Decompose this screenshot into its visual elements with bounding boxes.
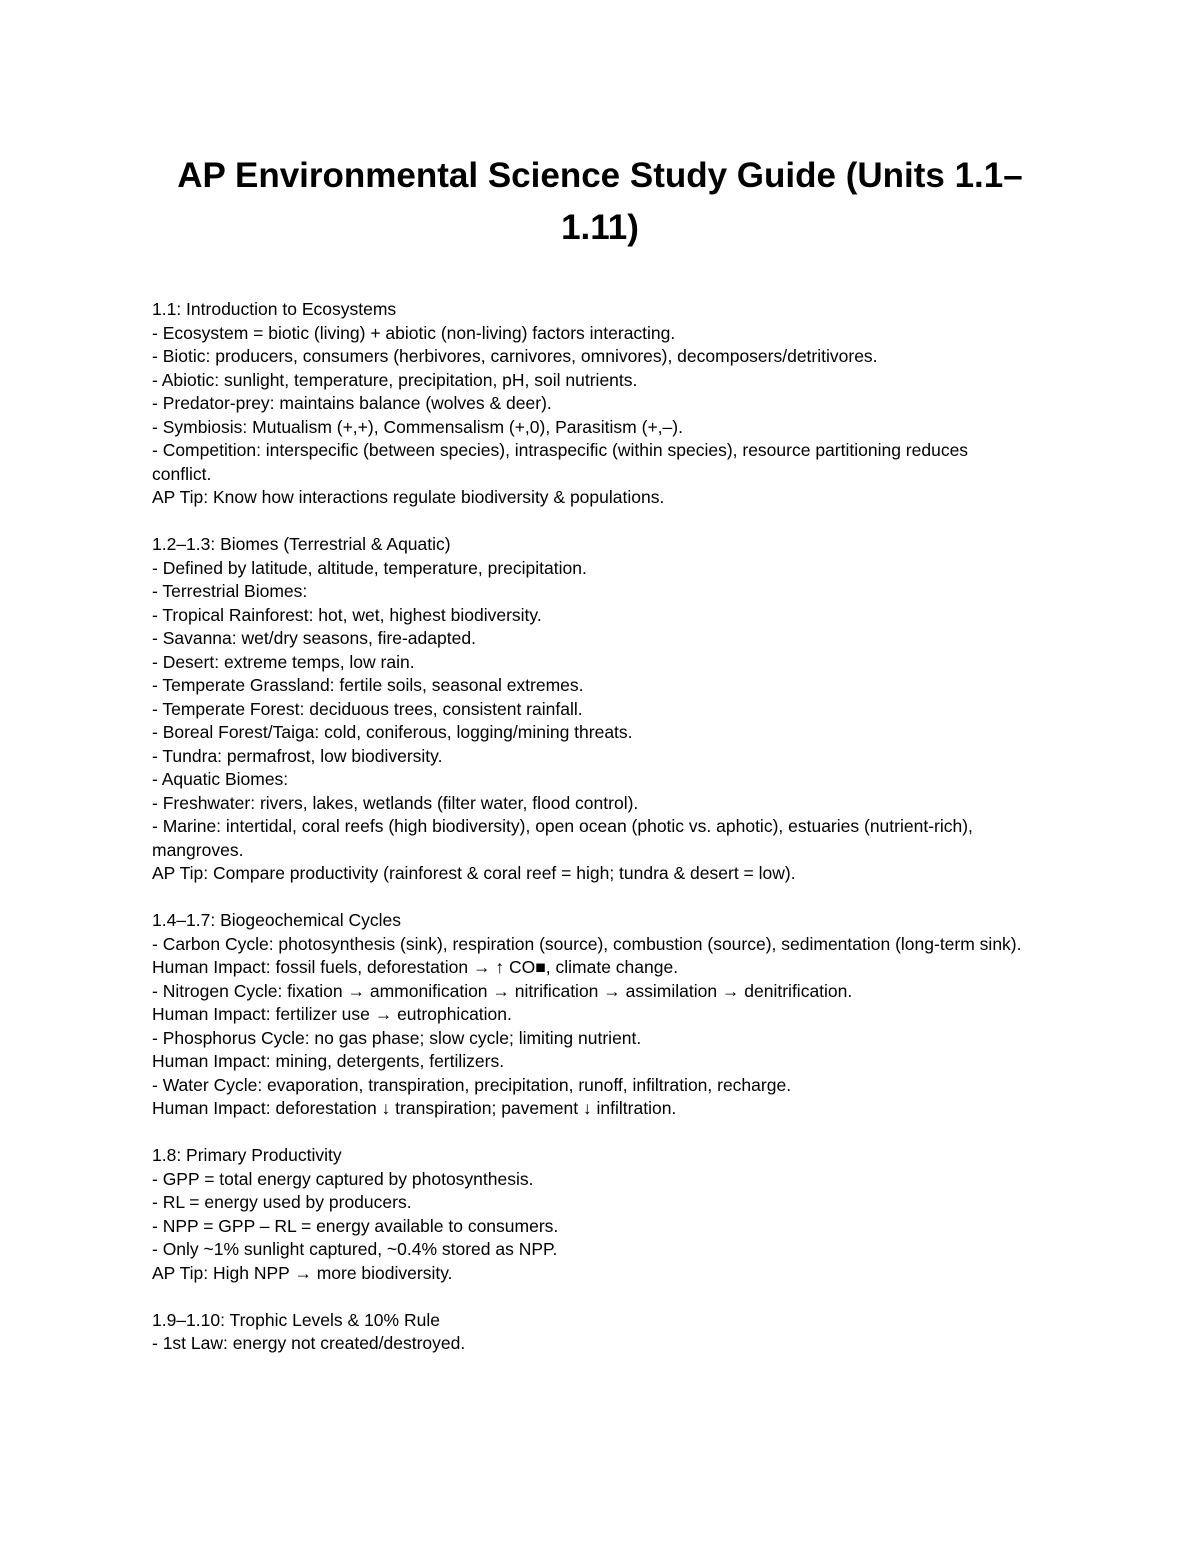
text-line: - Terrestrial Biomes: (152, 581, 308, 601)
ap-tip: AP Tip: Compare productivity (rainforest & coral reef = high; tundra & desert = low). (152, 863, 796, 883)
text-line: - Temperate Forest: deciduous trees, consistent rainfall. (152, 698, 583, 719)
section-heading: 1.4–1.7: Biogeochemical Cycles (152, 910, 402, 930)
text-line: - Aquatic Biomes: (152, 769, 289, 789)
document-title: AP Environmental Science Study Guide (Units 1.1–1.11) (177, 156, 1023, 247)
text-line: - RL = energy used by producers. (152, 1192, 412, 1212)
text-line: - Temperate Grassland: fertile soils, seasonal extremes. (152, 675, 584, 695)
section-primary-productivity (152, 1144, 1022, 1285)
text-line: - 1st Law: energy not created/destroyed. (152, 1333, 466, 1353)
text-line: - Predator-prey: maintains balance (wolves & deer). (152, 393, 552, 413)
text-line: - Savanna: wet/dry seasons, fire-adapted. (152, 628, 476, 648)
section-biogeochemical-cycles (152, 909, 1022, 1121)
text-line: - Boreal Forest/Taiga: cold, coniferous, logging/mining threats. (152, 722, 633, 742)
text-line: - Freshwater: rivers, lakes, wetlands (filter water, flood control). (152, 792, 639, 813)
section-biomes (152, 533, 1022, 886)
text-line: - Ecosystem = biotic (living) + abiotic (non-living) factors interacting. (152, 322, 676, 343)
text-line: - Nitrogen Cycle: fixation → ammonification → nitrification → assimilation → denitrification. (152, 980, 853, 1001)
text-line: - Defined by latitude, altitude, temperature, precipitation. (152, 557, 587, 578)
ap-tip: AP Tip: Know how interactions regulate biodiversity & populations. (152, 487, 665, 507)
ap-tip: AP Tip: High NPP → more biodiversity. (152, 1262, 453, 1283)
human-impact-line: Human Impact: fossil fuels, deforestation → ↑ CO■, climate change. (152, 957, 679, 977)
text-line: - Tundra: permafrost, low biodiversity. (152, 745, 443, 766)
text-line: - Marine: intertidal, coral reefs (high biodiversity), open ocean (photic vs. aphotic), estuaries (nutrient-rich), mangroves. (152, 816, 973, 860)
section-trophic-levels (152, 1309, 1022, 1356)
human-impact-line: Human Impact: fertilizer use → eutrophication. (152, 1004, 512, 1024)
text-line: - Tropical Rainforest: hot, wet, highest biodiversity. (152, 604, 542, 625)
section-heading: 1.2–1.3: Biomes (Terrestrial & Aquatic) (152, 534, 451, 554)
text-line: - GPP = total energy captured by photosynthesis. (152, 1168, 534, 1189)
text-line: - Competition: interspecific (between species), intraspecific (within species), resource partitioning reduces conflict. (152, 440, 969, 484)
human-impact-line: Human Impact: deforestation ↓ transpiration; pavement ↓ infiltration. (152, 1098, 677, 1118)
text-line: - Abiotic: sunlight, temperature, precipitation, pH, soil nutrients. (152, 369, 638, 390)
section-heading: 1.1: Introduction to Ecosystems (152, 299, 397, 319)
section-heading: 1.8: Primary Productivity (152, 1145, 342, 1165)
text-line: - Only ~1% sunlight captured, ~0.4% stored as NPP. (152, 1239, 558, 1259)
text-line: - Symbiosis: Mutualism (+,+), Commensalism (+,0), Parasitism (+,–). (152, 416, 683, 437)
section-heading: 1.9–1.10: Trophic Levels & 10% Rule (152, 1309, 440, 1330)
text-line: - Phosphorus Cycle: no gas phase; slow cycle; limiting nutrient. (152, 1027, 642, 1048)
text-line: - Carbon Cycle: photosynthesis (sink), respiration (source), combustion (source), sedimentation (long-term sink). (152, 933, 1022, 954)
text-line: - Water Cycle: evaporation, transpiration, precipitation, runoff, infiltration, recharge. (152, 1074, 792, 1095)
section-introduction-to-ecosystems (152, 298, 1022, 510)
text-line: - Biotic: producers, consumers (herbivores, carnivores, omnivores), decomposers/detritivores. (152, 346, 878, 366)
text-line: - NPP = GPP – RL = energy available to consumers. (152, 1215, 559, 1236)
text-line: - Desert: extreme temps, low rain. (152, 651, 415, 672)
document-body (152, 298, 1022, 1356)
human-impact-line: Human Impact: mining, detergents, fertilizers. (152, 1051, 505, 1071)
